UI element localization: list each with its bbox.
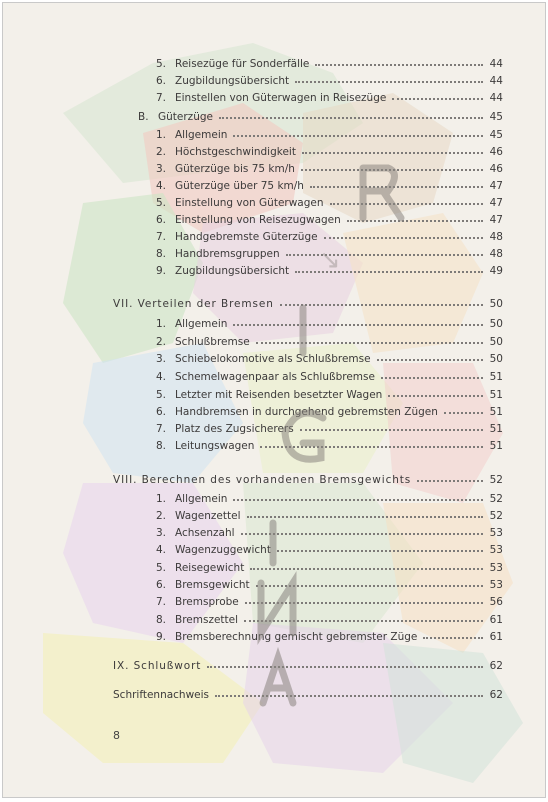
toc-entry-page: 50 xyxy=(489,318,503,330)
toc-entry xyxy=(3,108,546,126)
toc-entry-label: Berechnen des vorhandenen Bremsgewichts xyxy=(141,474,412,486)
toc-entry xyxy=(3,686,546,704)
toc-entry-page: 45 xyxy=(489,129,503,141)
toc-entry-title: Allgemein xyxy=(175,129,228,141)
toc-entry-title: Platz des Zugsicherers xyxy=(175,423,294,435)
toc-dot-leader xyxy=(381,377,483,379)
toc-entry xyxy=(3,576,546,594)
toc-entry-title: Allgemein xyxy=(175,318,228,330)
toc-entry-title: Reisegewicht xyxy=(175,562,245,574)
toc-entry xyxy=(3,611,546,629)
toc-entry xyxy=(3,55,546,73)
toc-entry-number: 7. xyxy=(156,92,167,104)
toc-dot-leader xyxy=(207,666,483,668)
toc-entry-number: 7. xyxy=(156,423,167,435)
toc-entry-number: 7. xyxy=(156,231,167,243)
toc-entry-number: 1. xyxy=(156,493,167,505)
toc-dot-leader xyxy=(388,395,483,397)
toc-entry-number: 1. xyxy=(156,318,167,330)
toc-entry-page: 51 xyxy=(489,423,503,435)
toc-entry xyxy=(3,315,546,333)
toc-entry xyxy=(3,72,546,90)
toc-entry-page: 52 xyxy=(489,474,503,486)
toc-entry-page: 44 xyxy=(489,58,503,70)
toc-entry-page: 49 xyxy=(489,265,503,277)
toc-entry-page: 53 xyxy=(489,562,503,574)
toc-entry-number: 4. xyxy=(156,180,167,192)
toc-entry xyxy=(3,420,546,438)
svg-text:↘: ↘ xyxy=(319,245,341,275)
toc-entry-number: 5. xyxy=(156,58,167,70)
toc-entry-page: 52 xyxy=(489,493,503,505)
toc-entry-label: Verteilen der Bremsen xyxy=(137,298,274,310)
toc-entry-number: 5. xyxy=(156,389,167,401)
toc-entry-page: 44 xyxy=(489,92,503,104)
toc-entry-number: 9. xyxy=(156,265,167,277)
toc-entry-number: 5. xyxy=(156,562,167,574)
toc-entry-number: 6. xyxy=(156,214,167,226)
toc-entry-page: 51 xyxy=(489,371,503,383)
toc-entry-title: Bremsgewicht xyxy=(175,579,250,591)
toc-entry-label: Schriftennachweis xyxy=(113,689,210,701)
toc-entry-title: Handbremsgruppen xyxy=(175,248,280,260)
toc-entry-number: 4. xyxy=(156,544,167,556)
page-number: 8 xyxy=(113,729,120,742)
toc-entry-title: Güterzüge xyxy=(158,111,213,123)
toc-entry-number: 2. xyxy=(156,146,167,158)
toc-entry xyxy=(3,541,546,559)
toc-dot-leader xyxy=(417,480,483,482)
toc-dot-leader xyxy=(392,98,483,100)
toc-entry-number: VIII. xyxy=(113,474,138,486)
toc-entry xyxy=(3,262,546,280)
toc-entry-page: 48 xyxy=(489,231,503,243)
toc-entry-title: Güterzüge bis 75 km/h xyxy=(175,163,295,175)
toc-entry xyxy=(3,559,546,577)
document-page xyxy=(2,2,546,798)
toc-entry xyxy=(3,245,546,263)
toc-entry-number: 5. xyxy=(156,197,167,209)
toc-entry-title: Schemelwagenpaar als Schlußbremse xyxy=(175,371,375,383)
toc-entry xyxy=(3,143,546,161)
toc-entry-title: Letzter mit Reisenden besetzter Wagen xyxy=(175,389,383,401)
toc-dot-leader xyxy=(233,135,483,137)
toc-entry-page: 53 xyxy=(489,579,503,591)
toc-dot-leader xyxy=(260,446,483,448)
toc-dot-leader xyxy=(295,81,483,83)
toc-entry-page: 47 xyxy=(489,180,503,192)
toc-entry-page: 62 xyxy=(489,689,503,701)
toc-entry-page: 61 xyxy=(489,631,503,643)
toc-dot-leader xyxy=(330,203,483,205)
toc-dot-leader xyxy=(324,237,483,239)
toc-dot-leader xyxy=(377,359,483,361)
toc-entry xyxy=(3,437,546,455)
toc-entry-number: 4. xyxy=(156,371,167,383)
toc-entry-title: Einstellung von Reisezugwagen xyxy=(175,214,341,226)
toc-entry-page: 50 xyxy=(489,336,503,348)
toc-entry xyxy=(3,628,546,646)
toc-dot-leader xyxy=(256,342,483,344)
toc-entry-number: 2. xyxy=(156,510,167,522)
toc-entry xyxy=(3,126,546,144)
toc-entry-title: Höchstgeschwindigkeit xyxy=(175,146,296,158)
toc-entry-page: 46 xyxy=(489,163,503,175)
toc-entry-number: 3. xyxy=(156,527,167,539)
toc-entry-page: 44 xyxy=(489,75,503,87)
toc-entry-title xyxy=(113,686,209,704)
toc-entry-title: Allgemein xyxy=(175,493,228,505)
toc-dot-leader xyxy=(347,220,483,222)
toc-entry-page: 47 xyxy=(489,197,503,209)
toc-entry xyxy=(3,471,546,489)
toc-entry-page: 61 xyxy=(489,614,503,626)
toc-entry xyxy=(3,657,546,675)
toc-dot-leader xyxy=(300,429,483,431)
toc-entry-page: 51 xyxy=(489,440,503,452)
toc-entry-title: Schiebelokomotive als Schlußbremse xyxy=(175,353,371,365)
toc-entry-title: Einstellen von Güterwagen in Reisezüge xyxy=(175,92,387,104)
toc-entry-title: Zugbildungsübersicht xyxy=(175,75,290,87)
toc-entry xyxy=(3,386,546,404)
toc-entry-title: Einstellung von Güterwagen xyxy=(175,197,324,209)
toc-entry xyxy=(3,507,546,525)
toc-dot-leader xyxy=(245,602,483,604)
toc-dot-leader xyxy=(315,64,483,66)
toc-entry-number: B. xyxy=(138,111,149,123)
toc-dot-leader xyxy=(233,324,483,326)
toc-dot-leader xyxy=(280,304,483,306)
toc-entry xyxy=(3,524,546,542)
toc-entry-title: Handgebremste Güterzüge xyxy=(175,231,318,243)
toc-dot-leader xyxy=(215,695,483,697)
toc-dot-leader xyxy=(295,271,483,273)
toc-entry-number: 9. xyxy=(156,631,167,643)
toc-entry-title: Wagenzettel xyxy=(175,510,241,522)
toc-dot-leader xyxy=(233,499,483,501)
toc-entry-title: Leitungswagen xyxy=(175,440,255,452)
toc-entry-title xyxy=(113,295,274,313)
toc-entry-page: 62 xyxy=(489,660,503,672)
toc-dot-leader xyxy=(247,516,483,518)
toc-entry-title: Wagenzuggewicht xyxy=(175,544,271,556)
toc-entry xyxy=(3,403,546,421)
toc-entry-title: Bremsberechnung gemischt gebremster Züge xyxy=(175,631,418,643)
toc-entry xyxy=(3,295,546,313)
toc-entry-page: 52 xyxy=(489,510,503,522)
toc-dot-leader xyxy=(256,585,483,587)
toc-entry-number: IX. xyxy=(113,660,130,672)
toc-entry-page: 53 xyxy=(489,544,503,556)
toc-entry xyxy=(3,333,546,351)
toc-entry-number: 6. xyxy=(156,406,167,418)
toc-dot-leader xyxy=(301,169,483,171)
toc-entry-number: 8. xyxy=(156,248,167,260)
toc-entry-title: Güterzüge über 75 km/h xyxy=(175,180,304,192)
toc-entry xyxy=(3,177,546,195)
toc-entry-number: 3. xyxy=(156,353,167,365)
toc-entry-page: 50 xyxy=(489,353,503,365)
toc-entry-page: 56 xyxy=(489,596,503,608)
toc-entry-title xyxy=(113,471,411,489)
toc-entry xyxy=(3,490,546,508)
toc-entry-number: 7. xyxy=(156,596,167,608)
toc-entry-number: 2. xyxy=(156,336,167,348)
toc-entry-page: 47 xyxy=(489,214,503,226)
toc-entry xyxy=(3,228,546,246)
toc-entry xyxy=(3,194,546,212)
toc-entry-page: 51 xyxy=(489,389,503,401)
toc-entry-page: 45 xyxy=(489,111,503,123)
toc-entry-page: 51 xyxy=(489,406,503,418)
toc-dot-leader xyxy=(277,550,483,552)
toc-entry-label: Schlußwort xyxy=(133,660,202,672)
toc-entry xyxy=(3,160,546,178)
toc-dot-leader xyxy=(219,117,483,119)
toc-entry-number: 6. xyxy=(156,75,167,87)
toc-dot-leader xyxy=(244,620,483,622)
toc-entry-title xyxy=(113,657,201,675)
toc-entry xyxy=(3,593,546,611)
toc-entry-title: Reisezüge für Sonderfälle xyxy=(175,58,310,70)
toc-entry-title: Handbremsen in durchgehend gebremsten Zügen xyxy=(175,406,438,418)
toc-entry-title: Schlußbremse xyxy=(175,336,250,348)
toc-entry xyxy=(3,89,546,107)
toc-dot-leader xyxy=(241,533,483,535)
toc-entry-page: 50 xyxy=(489,298,503,310)
toc-entry-title: Bremszettel xyxy=(175,614,239,626)
toc-entry xyxy=(3,368,546,386)
toc-entry-number: 8. xyxy=(156,614,167,626)
toc-dot-leader xyxy=(310,186,483,188)
toc-entry-title: Achsenzahl xyxy=(175,527,235,539)
toc-dot-leader xyxy=(286,254,483,256)
toc-entry-number: VII. xyxy=(113,298,134,310)
toc-entry-title: Zugbildungsübersicht xyxy=(175,265,290,277)
toc-entry-page: 46 xyxy=(489,146,503,158)
toc-entry xyxy=(3,211,546,229)
toc-entry xyxy=(3,350,546,368)
toc-entry-page: 48 xyxy=(489,248,503,260)
toc-dot-leader xyxy=(423,637,483,639)
toc-dot-leader xyxy=(302,152,483,154)
toc-entry-number: 3. xyxy=(156,163,167,175)
toc-dot-leader xyxy=(250,568,483,570)
toc-entry-number: 8. xyxy=(156,440,167,452)
toc-entry-number: 6. xyxy=(156,579,167,591)
toc-entry-title: Bremsprobe xyxy=(175,596,239,608)
toc-entry-number: 1. xyxy=(156,129,167,141)
toc-entry-page: 53 xyxy=(489,527,503,539)
